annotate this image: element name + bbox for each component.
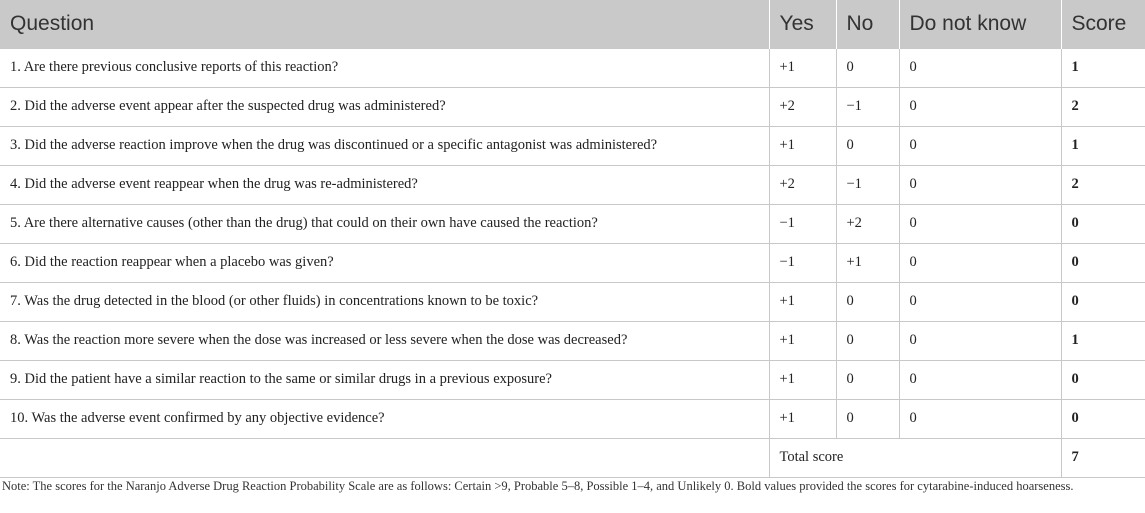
table-row xyxy=(0,165,1145,204)
no-cell: −1 xyxy=(836,87,899,126)
score-cell: 2 xyxy=(1061,87,1145,126)
question-cell: 3. Did the adverse reaction improve when the drug was discontinued or a specific antagonist was administered? xyxy=(0,126,769,165)
score-cell: 0 xyxy=(1061,204,1145,243)
header-yes: Yes xyxy=(769,0,836,48)
header-do-not-know: Do not know xyxy=(899,0,1061,48)
do-not-know-cell: 0 xyxy=(899,165,1061,204)
yes-cell: +1 xyxy=(769,360,836,399)
do-not-know-cell: 0 xyxy=(899,87,1061,126)
no-cell: +1 xyxy=(836,243,899,282)
table-row xyxy=(0,126,1145,165)
question-cell: 1. Are there previous conclusive reports of this reaction? xyxy=(0,48,769,87)
question-cell: 7. Was the drug detected in the blood (or other fluids) in concentrations known to be toxic? xyxy=(0,282,769,321)
do-not-know-cell: 0 xyxy=(899,204,1061,243)
no-cell: 0 xyxy=(836,399,899,438)
yes-cell: +2 xyxy=(769,165,836,204)
yes-cell: +1 xyxy=(769,126,836,165)
question-cell: 5. Are there alternative causes (other than the drug) that could on their own have caused the reaction? xyxy=(0,204,769,243)
question-cell: 9. Did the patient have a similar reaction to the same or similar drugs in a previous exposure? xyxy=(0,360,769,399)
header-row xyxy=(0,0,1145,48)
no-cell: +2 xyxy=(836,204,899,243)
table-note: Note: The scores for the Naranjo Adverse Drug Reaction Probability Scale are as follows: Certain >9, Probable 5–8, Possible 1–4, and Unlikely 0. Bold values provided the scores for cytarabine-induced hoarseness. xyxy=(2,479,1074,493)
question-cell: 10. Was the adverse event confirmed by any objective evidence? xyxy=(0,399,769,438)
score-cell: 1 xyxy=(1061,126,1145,165)
table-row xyxy=(0,243,1145,282)
score-cell: 0 xyxy=(1061,399,1145,438)
score-cell: 0 xyxy=(1061,243,1145,282)
table-row xyxy=(0,48,1145,87)
yes-cell: −1 xyxy=(769,204,836,243)
score-cell: 0 xyxy=(1061,282,1145,321)
no-cell: 0 xyxy=(836,126,899,165)
do-not-know-cell: 0 xyxy=(899,48,1061,87)
no-cell: 0 xyxy=(836,282,899,321)
table-row xyxy=(0,321,1145,360)
do-not-know-cell: 0 xyxy=(899,126,1061,165)
score-cell: 2 xyxy=(1061,165,1145,204)
no-cell: 0 xyxy=(836,321,899,360)
no-cell: −1 xyxy=(836,165,899,204)
score-cell: 0 xyxy=(1061,360,1145,399)
do-not-know-cell: 0 xyxy=(899,321,1061,360)
yes-cell: +1 xyxy=(769,321,836,360)
table-row xyxy=(0,204,1145,243)
table-row xyxy=(0,399,1145,438)
header-score: Score xyxy=(1061,0,1145,48)
yes-cell: +1 xyxy=(769,399,836,438)
table-row xyxy=(0,360,1145,399)
question-cell: 6. Did the reaction reappear when a placebo was given? xyxy=(0,243,769,282)
yes-cell: +1 xyxy=(769,282,836,321)
do-not-know-cell: 0 xyxy=(899,399,1061,438)
header-question: Question xyxy=(0,0,769,48)
yes-cell: +2 xyxy=(769,87,836,126)
total-score-value: 7 xyxy=(1061,438,1145,477)
score-cell: 1 xyxy=(1061,48,1145,87)
do-not-know-cell: 0 xyxy=(899,243,1061,282)
yes-cell: +1 xyxy=(769,48,836,87)
table-row xyxy=(0,87,1145,126)
total-empty-cell xyxy=(0,438,769,477)
no-cell: 0 xyxy=(836,360,899,399)
total-row xyxy=(0,438,1145,477)
question-cell: 8. Was the reaction more severe when the dose was increased or less severe when the dose was decreased? xyxy=(0,321,769,360)
total-label: Total score xyxy=(769,438,1061,477)
question-cell: 2. Did the adverse event appear after the suspected drug was administered? xyxy=(0,87,769,126)
do-not-know-cell: 0 xyxy=(899,282,1061,321)
header-no: No xyxy=(836,0,899,48)
table-row xyxy=(0,282,1145,321)
yes-cell: −1 xyxy=(769,243,836,282)
question-cell: 4. Did the adverse event reappear when the drug was re-administered? xyxy=(0,165,769,204)
no-cell: 0 xyxy=(836,48,899,87)
do-not-know-cell: 0 xyxy=(899,360,1061,399)
score-cell: 1 xyxy=(1061,321,1145,360)
